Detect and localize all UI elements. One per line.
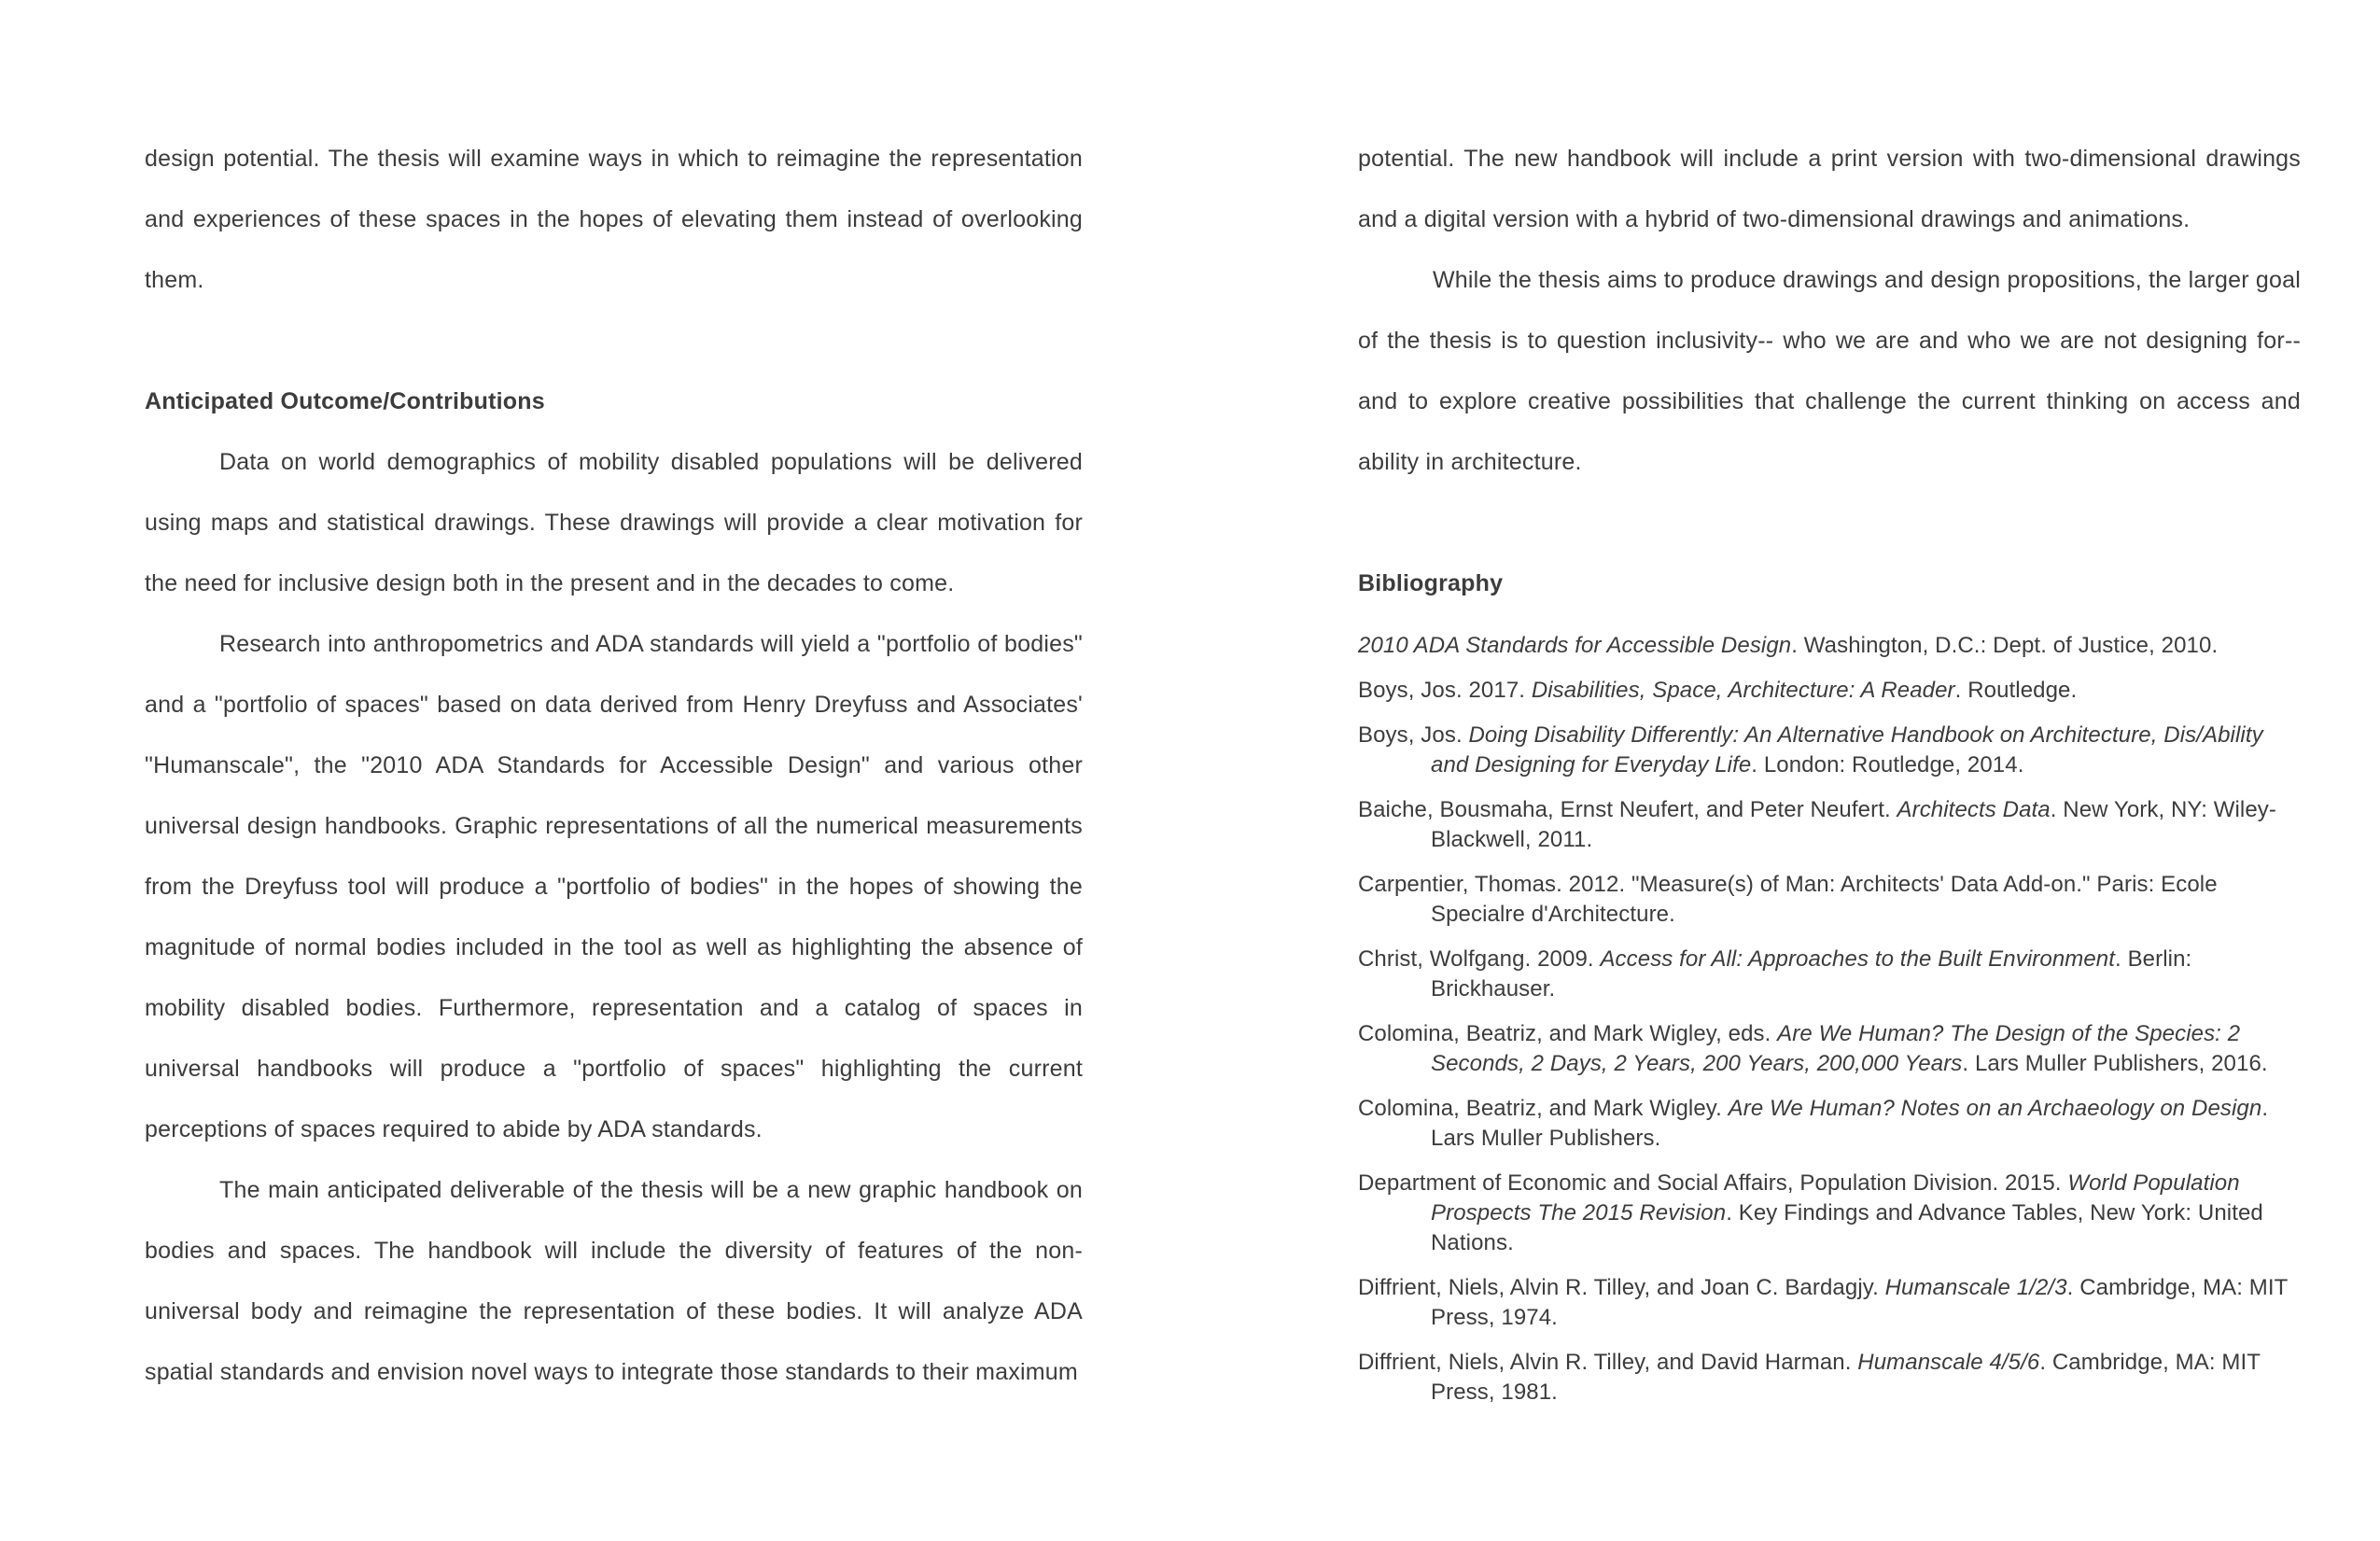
bib-text-segment: . Washington, D.C.: Dept. of Justice, 2010.: [1791, 633, 2219, 658]
bib-title-segment: Architects Data: [1897, 797, 2051, 822]
paragraph: The main anticipated deliverable of the thesis will be a new graphic handbook on bodies and spaces. The handbook will include the diversity of features of the non-universal body and reimagine the representation of these bodies. It will analyze ADA spatial standards and envision novel ways to integrate those standards to their maximum: [145, 1177, 1083, 1385]
section-heading-anticipated-outcome: Anticipated Outcome/Contributions: [145, 388, 545, 414]
bibliography-entry: [1358, 676, 2301, 706]
bibliography-entry: [1358, 870, 2301, 930]
bib-title-segment: Doing Disability Differently: An Alternative Handbook on Architecture, Dis/Ability and Designing for Everyday Life: [1431, 722, 2263, 778]
paragraph: While the thesis aims to produce drawings and design propositions, the larger goal of the thesis is to question inclusivity-- who we are and who we are not designing for-- and to explore creative possibilities that challenge the current thinking on access and ability in architecture.: [1358, 267, 2301, 475]
bibliography-entry: [1358, 721, 2301, 780]
bib-text-segment: . New York, NY: Wiley-Blackwell, 2011.: [1431, 797, 2277, 852]
bib-text-segment: Christ, Wolfgang. 2009.: [1358, 946, 1601, 972]
bib-text-segment: . Berlin: Brickhauser.: [1431, 946, 2192, 1002]
paragraph: Data on world demographics of mobility disabled populations will be delivered using maps and statistical drawings. These drawings will provide a clear motivation for the need for inclusive design both in the present and in the decades to come.: [145, 449, 1083, 596]
bibliography-entry: [1358, 1348, 2301, 1408]
bib-title-segment: Disabilities, Space, Architecture: A Reader: [1531, 678, 1955, 703]
bib-text-segment: . Lars Muller Publishers, 2016.: [1962, 1051, 2268, 1076]
bib-text-segment: Boys, Jos. 2017.: [1358, 678, 1532, 703]
bib-text-segment: Colomina, Beatriz, and Mark Wigley.: [1358, 1096, 1729, 1121]
bib-text-segment: Baiche, Bousmaha, Ernst Neufert, and Peter Neufert.: [1358, 797, 1897, 822]
bibliography-entry: [1358, 795, 2301, 855]
bib-text-segment: . Key Findings and Advance Tables, New York: United Nations.: [1431, 1200, 2263, 1255]
bib-text-segment: . London: Routledge, 2014.: [1751, 752, 2024, 778]
bib-title-segment: Humanscale 1/2/3: [1884, 1275, 2067, 1300]
bib-text-segment: Diffrient, Niels, Alvin R. Tilley, and David Harman.: [1358, 1350, 1858, 1375]
paragraph-continuation: design potential. The thesis will examine ways in which to reimagine the representation and experiences of these spaces in the hopes of elevating them instead of overlooking them.: [145, 146, 1083, 293]
bib-title-segment: Humanscale 4/5/6: [1857, 1350, 2040, 1375]
bibliography-entry: [1358, 1169, 2301, 1258]
bib-text-segment: Department of Economic and Social Affairs, Population Division. 2015.: [1358, 1170, 2068, 1196]
bib-text-segment: Boys, Jos.: [1358, 722, 1469, 748]
right-column: [1358, 129, 2301, 1422]
bib-text-segment: . Cambridge, MA: MIT Press, 1974.: [1431, 1275, 2288, 1330]
bib-title-segment: Are We Human? The Design of the Species: 2 Seconds, 2 Days, 2 Years, 200 Years, 200,000 Years: [1431, 1021, 2241, 1076]
bib-text-segment: . Routledge.: [1954, 678, 2078, 703]
bibliography-entry: [1358, 1094, 2301, 1154]
paragraph-continuation: potential. The new handbook will include a print version with two-dimensional drawings and a digital version with a hybrid of two-dimensional drawings and animations.: [1358, 146, 2301, 232]
bib-title-segment: World Population Prospects The 2015 Revision: [1431, 1170, 2240, 1226]
left-column: [145, 129, 1083, 1403]
bib-title-segment: Are We Human? Notes on an Archaeology on Design: [1728, 1096, 2262, 1121]
bibliography-entry: [1358, 1273, 2301, 1333]
bibliography-entry: [1358, 1019, 2301, 1079]
bibliography-entry: [1358, 945, 2301, 1004]
bib-text-segment: Colomina, Beatriz, and Mark Wigley, eds.: [1358, 1021, 1778, 1046]
bib-title-segment: 2010 ADA Standards for Accessible Design: [1358, 633, 1792, 658]
paragraph: Research into anthropometrics and ADA standards will yield a "portfolio of bodies" and a "portfolio of spaces" based on data derived from Henry Dreyfuss and Associates' "Humanscale", the "2010 ADA Standards for Accessible Design" and various other universal design handbooks. Graphic representations of all the numerical measurements from the Dreyfuss tool will produce a "portfolio of bodies" in the hopes of showing the magnitude of normal bodies included in the tool as well as highlighting the absence of mobility disabled bodies. Furthermore, representation and a catalog of spaces in universal handbooks will produce a "portfolio of spaces" highlighting the current perceptions of spaces required to abide by ADA standards.: [145, 631, 1083, 1142]
bibliography-entry: [1358, 631, 2301, 661]
bib-title-segment: Access for All: Approaches to the Built Environment: [1600, 946, 2116, 972]
bib-text-segment: Diffrient, Niels, Alvin R. Tilley, and Joan C. Bardagjy.: [1358, 1275, 1885, 1300]
section-heading-bibliography: Bibliography: [1358, 570, 1504, 596]
bib-text-segment: . Lars Muller Publishers.: [1431, 1096, 2269, 1151]
bib-text-segment: Carpentier, Thomas. 2012. "Measure(s) of Man: Architects' Data Add-on." Paris: Ecole Specialre d'Architecture.: [1358, 872, 2218, 927]
bibliography-list: [1358, 631, 2301, 1408]
bib-text-segment: . Cambridge, MA: MIT Press, 1981.: [1431, 1350, 2261, 1405]
